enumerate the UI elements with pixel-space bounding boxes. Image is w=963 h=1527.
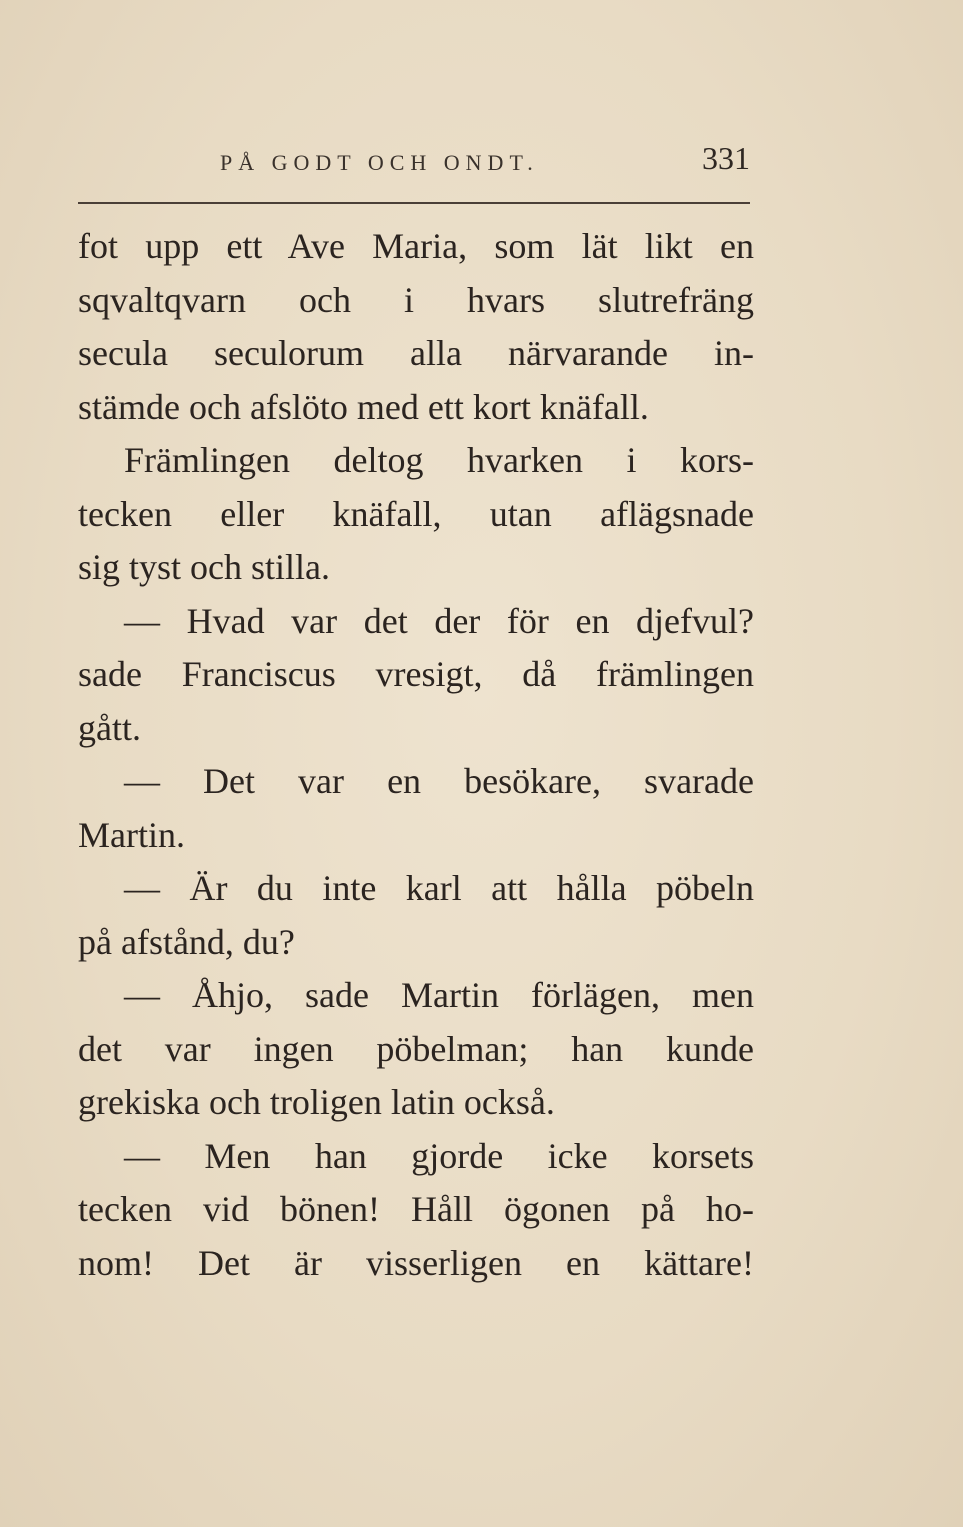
text-line: fot upp ett Ave Maria, som lät likt en <box>78 226 754 266</box>
text-line: tecken vid bönen! Håll ögonen på ho- <box>78 1189 754 1229</box>
text-line: sqvaltqvarn och i hvars slutrefräng <box>78 279 754 320</box>
text-line: på afstånd, du? <box>78 921 295 962</box>
text-line: — Men han gjorde icke korsets <box>124 1135 754 1176</box>
text-line: gått. <box>78 707 141 748</box>
text-line: grekiska och troligen latin också. <box>78 1082 555 1122</box>
text-line: sade Franciscus vresigt, då främlingen <box>78 654 754 694</box>
text-line: sig tyst och stilla. <box>78 547 330 587</box>
text-line: — Det var en besökare, svarade <box>124 761 754 801</box>
text-line: nom! Det är visserligen en kättare! <box>78 1242 754 1283</box>
text-line: tecken eller knäfall, utan aflägsnade <box>78 493 754 534</box>
page-number: 331 <box>702 140 750 176</box>
running-title: PÅ GODT OCH ONDT. <box>220 150 539 175</box>
text-line: secula seculorum alla närvarande in- <box>78 333 754 373</box>
running-head <box>78 140 750 180</box>
text-line: — Är du inte karl att hålla pöbeln <box>124 868 754 908</box>
text-line: det var ingen pöbelman; han kunde <box>78 1028 754 1069</box>
text-line: — Åhjo, sade Martin förlägen, men <box>124 975 754 1015</box>
text-line: stämde och afslöto med ett kort knäfall. <box>78 386 649 427</box>
text-line: — Hvad var det der för en djefvul? <box>124 600 754 641</box>
header-rule <box>78 202 750 204</box>
text-line: Främlingen deltog hvarken i kors- <box>124 440 754 480</box>
text-line: Martin. <box>78 814 185 855</box>
body-text <box>78 220 754 1290</box>
